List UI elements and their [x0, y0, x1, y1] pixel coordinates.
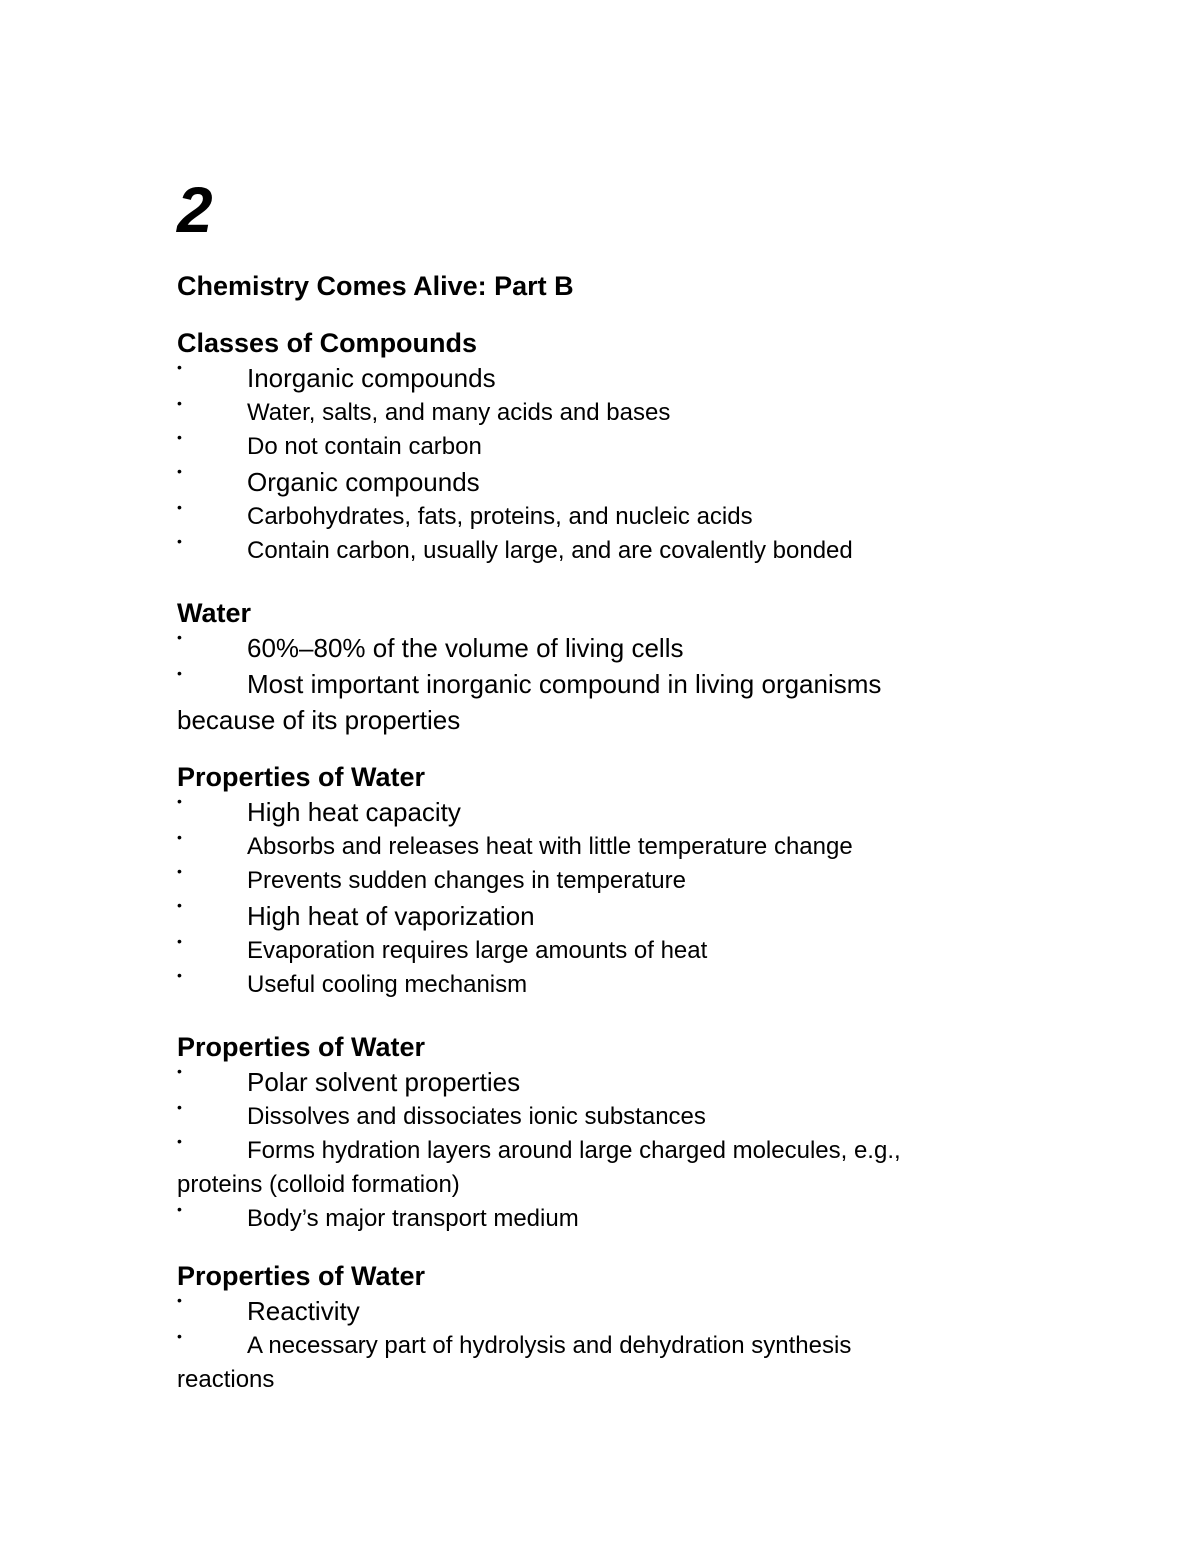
list-item-text: Inorganic compounds — [247, 363, 496, 393]
list-item-text: Carbohydrates, fats, proteins, and nucleic acids — [247, 503, 753, 530]
bullet-icon: • — [177, 395, 182, 411]
sub-list-item — [177, 1100, 1037, 1134]
sub-list-item — [177, 1329, 1037, 1397]
sub-list-item — [177, 864, 1037, 898]
sub-list-item — [177, 968, 1037, 1002]
list-item-text: Organic compounds — [247, 467, 480, 497]
bullet-icon: • — [177, 1201, 182, 1217]
section-properties-of-water-3 — [177, 1259, 1037, 1397]
bullet-icon: • — [177, 967, 182, 983]
list-item-text: High heat of vaporization — [247, 901, 535, 931]
section-heading: Properties of Water — [177, 1261, 426, 1291]
bullet-icon: • — [177, 499, 182, 515]
list-item — [177, 794, 1037, 830]
list-item — [177, 1064, 1037, 1100]
list-item-continuation: proteins (colloid formation) — [177, 1171, 460, 1198]
section-water — [177, 596, 1037, 738]
bullet-icon: • — [177, 829, 182, 845]
bullet-icon: • — [177, 629, 182, 645]
bullet-icon: • — [177, 1133, 182, 1149]
sub-list-item — [177, 1134, 1037, 1202]
list-item-text: Reactivity — [247, 1296, 360, 1326]
list-item-text: Dissolves and dissociates ionic substances — [247, 1103, 706, 1130]
list-item-continuation: because of its properties — [177, 705, 461, 735]
list-item-text: Most important inorganic compound in living organisms — [247, 669, 882, 699]
bullet-list — [177, 630, 1037, 738]
bullet-icon: • — [177, 1063, 182, 1079]
sub-list-item — [177, 500, 1037, 534]
list-item-text: Water, salts, and many acids and bases — [247, 399, 671, 426]
bullet-icon: • — [177, 863, 182, 879]
bullet-icon: • — [177, 793, 182, 809]
bullet-icon: • — [177, 359, 182, 375]
bullet-icon: • — [177, 933, 182, 949]
bullet-icon: • — [177, 533, 182, 549]
sub-list-item — [177, 430, 1037, 464]
bullet-list — [177, 360, 1037, 568]
section-heading: Properties of Water — [177, 762, 426, 792]
list-item-text: Useful cooling mechanism — [247, 971, 528, 998]
bullet-icon: • — [177, 429, 182, 445]
bullet-list — [177, 794, 1037, 1002]
list-item-text: Do not contain carbon — [247, 433, 482, 460]
section-properties-of-water-1 — [177, 760, 1037, 1002]
list-item-continuation: reactions — [177, 1366, 275, 1393]
list-item-text: Forms hydration layers around large charged molecules, e.g., — [247, 1137, 901, 1164]
bullet-icon: • — [177, 1292, 182, 1308]
section-heading: Properties of Water — [177, 1032, 426, 1062]
chapter-number: 2 — [177, 174, 213, 246]
bullet-list — [177, 1064, 1037, 1236]
list-item-text: 60%–80% of the volume of living cells — [247, 633, 684, 663]
list-item-text: Evaporation requires large amounts of heat — [247, 937, 708, 964]
list-item — [177, 630, 1037, 666]
list-item — [177, 666, 1037, 738]
list-item-text: Contain carbon, usually large, and are covalently bonded — [247, 537, 853, 564]
list-item-text: High heat capacity — [247, 797, 461, 827]
bullet-icon: • — [177, 665, 182, 681]
sub-list-item — [177, 830, 1037, 864]
document-title: Chemistry Comes Alive: Part B — [177, 271, 574, 301]
bullet-icon: • — [177, 1099, 182, 1115]
list-item-text: Prevents sudden changes in temperature — [247, 867, 686, 894]
list-item-text: A necessary part of hydrolysis and dehydration synthesis — [247, 1332, 852, 1359]
sub-list-item — [177, 396, 1037, 430]
bullet-icon: • — [177, 897, 182, 913]
sub-list-item — [177, 534, 1037, 568]
list-item — [177, 898, 1037, 934]
list-item-text: Body’s major transport medium — [247, 1205, 579, 1232]
list-item-text: Absorbs and releases heat with little temperature change — [247, 833, 853, 860]
list-item — [177, 360, 1037, 396]
list-item-text: Polar solvent properties — [247, 1067, 521, 1097]
section-classes-of-compounds — [177, 326, 1037, 568]
list-item — [177, 464, 1037, 500]
section-heading: Water — [177, 598, 252, 628]
section-heading: Classes of Compounds — [177, 328, 478, 358]
sub-list-item — [177, 1202, 1037, 1236]
bullet-list — [177, 1293, 1037, 1397]
section-properties-of-water-2 — [177, 1030, 1037, 1236]
bullet-icon: • — [177, 1328, 182, 1344]
bullet-icon: • — [177, 463, 182, 479]
list-item — [177, 1293, 1037, 1329]
sub-list-item — [177, 934, 1037, 968]
